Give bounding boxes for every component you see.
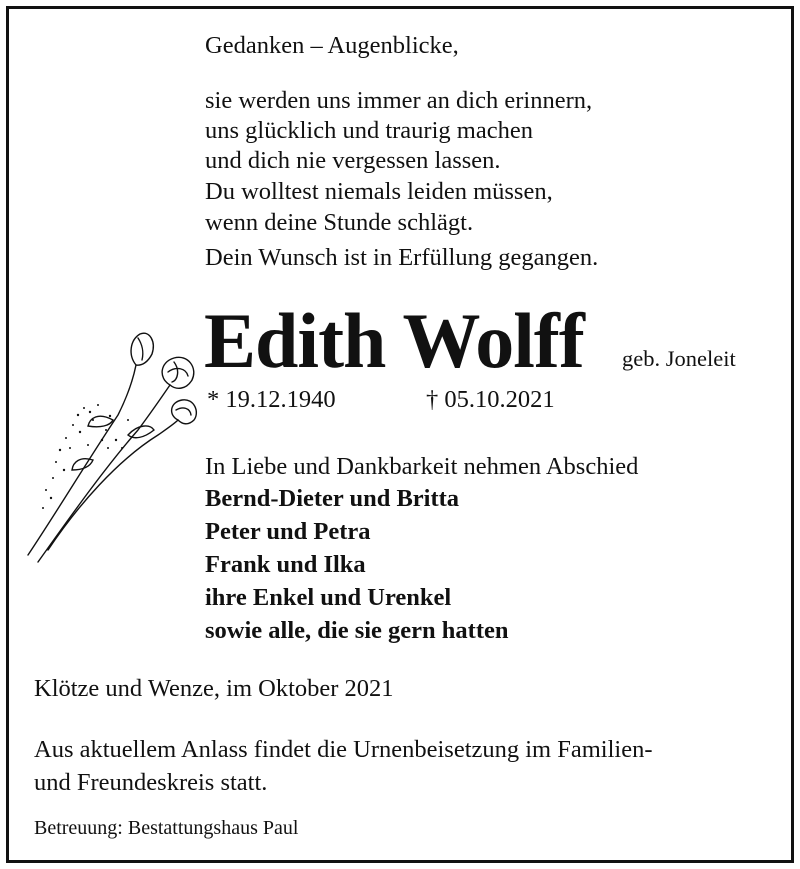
birth-name: geb. Joneleit xyxy=(622,346,736,371)
mourner-name: Bernd-Dieter und Britta xyxy=(205,485,460,512)
mourner-name: Frank und Ilka xyxy=(205,551,366,578)
mourner-name: sowie alle, die sie gern hatten xyxy=(205,617,509,644)
burial-notice-line: und Freundeskreis statt. xyxy=(34,769,268,796)
rose-icon xyxy=(18,320,208,570)
poem-line: wenn deine Stunde schlägt. xyxy=(205,209,474,236)
funeral-home: Betreuung: Bestattungshaus Paul xyxy=(34,817,299,839)
poem-line: Du wolltest niemals leiden müssen, xyxy=(205,178,553,205)
death-date: † 05.10.2021 xyxy=(426,386,555,413)
poem-line: sie werden uns immer an dich erinnern, xyxy=(205,87,593,114)
place-date: Klötze und Wenze, im Oktober 2021 xyxy=(34,675,394,702)
mourner-name: ihre Enkel und Urenkel xyxy=(205,584,452,611)
poem-title: Gedanken – Augenblicke, xyxy=(205,32,459,59)
mourners-intro: In Liebe und Dankbarkeit nehmen Abschied xyxy=(205,453,639,480)
poem-line: Dein Wunsch ist in Erfüllung gegangen. xyxy=(205,244,599,271)
deceased-name: Edith Wolff xyxy=(204,297,584,384)
poem-line: uns glücklich und traurig machen xyxy=(205,117,533,144)
birth-date: * 19.12.1940 xyxy=(207,386,336,413)
mourner-name: Peter und Petra xyxy=(205,518,371,545)
burial-notice-line: Aus aktuellem Anlass findet die Urnenbeisetzung im Familien- xyxy=(34,736,653,763)
poem-line: und dich nie vergessen lassen. xyxy=(205,147,501,174)
